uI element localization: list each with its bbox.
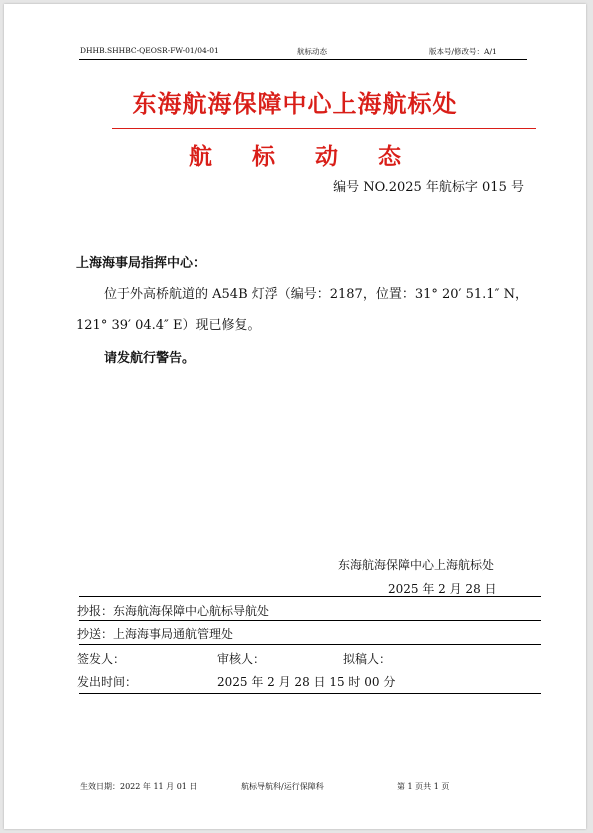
send-time-value: 2025 年 2 月 28 日 15 时 00 分 bbox=[217, 675, 396, 689]
subtitle-char: 航 bbox=[189, 143, 212, 170]
header-title: 航标动态 bbox=[297, 47, 327, 56]
footer-page-number: 第 1 页共 1 页 bbox=[397, 782, 450, 791]
notice-paragraph-line2: 121° 39′ 04.4″ E）现已修复。 bbox=[76, 318, 261, 333]
signature-date: 2025 年 2 月 28 日 bbox=[388, 582, 497, 596]
subtitle-char: 标 bbox=[252, 143, 275, 170]
distribution-bottom-rule bbox=[79, 644, 541, 645]
drafter-label: 拟稿人： bbox=[343, 652, 392, 666]
organization-title: 东海航海保障中心上海航标处 bbox=[132, 89, 458, 118]
distribution-top-rule bbox=[79, 596, 541, 597]
header-version: 版本号/修改号：A/1 bbox=[429, 47, 497, 56]
recipient: 上海海事局指挥中心： bbox=[76, 256, 207, 271]
reviewer-label: 审核人： bbox=[217, 652, 266, 666]
issuer-label: 签发人： bbox=[77, 652, 126, 666]
header-doc-code: DHHB.SHHBC-QEOSR-FW-01/04-01 bbox=[80, 46, 219, 55]
distribution-mid-rule bbox=[79, 620, 541, 621]
header-divider bbox=[79, 59, 527, 60]
request-line: 请发航行警告。 bbox=[104, 351, 196, 366]
document-number: 编号 NO.2025 年航标字 015 号 bbox=[333, 180, 524, 195]
cc-send: 抄送：上海海事局通航管理处 bbox=[77, 627, 234, 641]
send-time-label: 发出时间： bbox=[77, 675, 138, 689]
signature-organization: 东海航海保障中心上海航标处 bbox=[338, 558, 495, 572]
signoff-bottom-rule bbox=[79, 693, 541, 694]
subtitle-char: 态 bbox=[378, 143, 401, 170]
cc-report: 抄报：东海航海保障中心航标导航处 bbox=[77, 604, 270, 618]
footer-department: 航标导航科/运行保障科 bbox=[241, 782, 324, 791]
footer-effective-date: 生效日期：2022 年 11 月 01 日 bbox=[80, 782, 198, 791]
notice-paragraph-line1: 位于外高桥航道的 A54B 灯浮（编号：2187，位置：31° 20′ 51.1″ N， bbox=[104, 287, 528, 302]
subtitle-char: 动 bbox=[315, 143, 338, 170]
document-subtitle bbox=[4, 138, 586, 171]
title-red-rule bbox=[112, 128, 536, 129]
document-page bbox=[4, 4, 586, 829]
